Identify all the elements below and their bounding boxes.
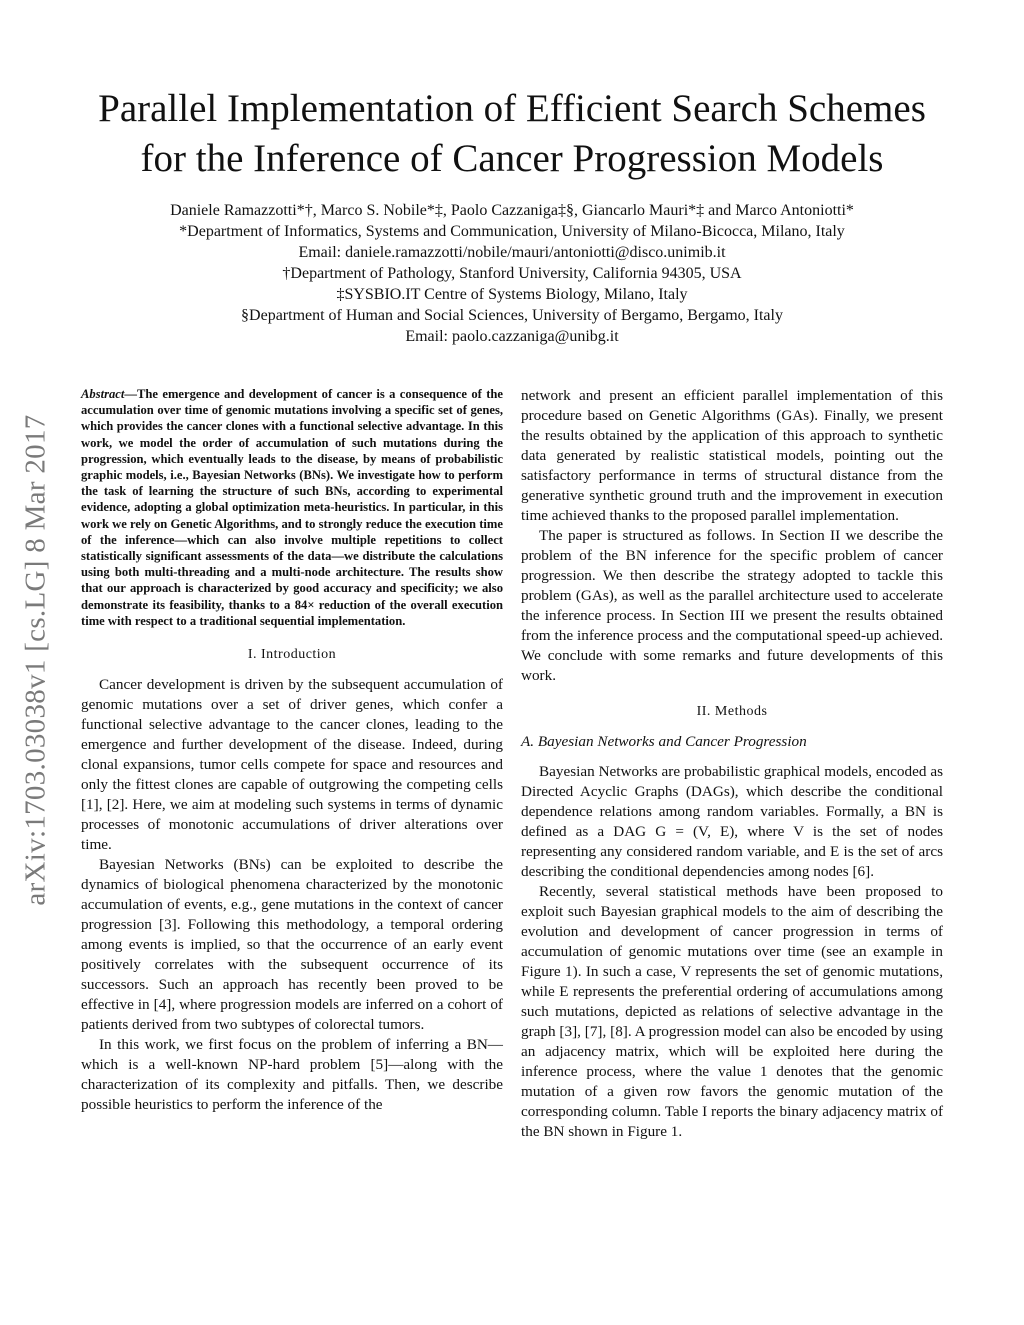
abstract-text: —The emergence and development of cancer is a consequence of the accumulation over time of genomic mutations involving a specific set of genes, which provides the cancer clones with a functional selective advantage. In this work, we model the order of accumulation of such mutations during the progression, which eventually leads to the disease, by means of probabilistic graphic models, i.e., Bayesian Networks (BNs). We investigate how to perform the task of learning the structure of such BNs, according to experimental evidence, adopting a global optimization meta-heuristics. In particular, in this work we rely on Genetic Algorithms, and to strongly reduce the execution time of the inference—which can also involve multiple repetitions to collect statistically significant assessments of the data—we distribute the calculations using both multi-threading and a multi-node architecture. The results show that our approach is characterized by good accuracy and specificity; we also demonstrate its feasibility, thanks to a 84× reduction of the overall execution time with respect to a traditional sequential implementation. (81, 387, 503, 628)
section-heading-methods: II. Methods (696, 704, 768, 719)
intro-paragraph-5: The paper is structured as follows. In Section II we describe the problem of the BN inference for the specific problem of cancer progression. We then describe the strategy adopted to tackle this problem (GAs), as well as the parallel architecture used to accelerate the inference process. In Section III we present the results obtained from the inference process and the computational speed-up achieved. We conclude with some remarks and future developments of this work. (521, 527, 943, 684)
author-list: Daniele Ramazzotti*†, Marco S. Nobile*‡, Paolo Cazzaniga‡§, Giancarlo Mauri*‡ and Marco Antoniotti* (170, 202, 854, 219)
right-column (521, 386, 943, 1142)
email-1: Email: daniele.ramazzotti/nobile/mauri/antoniotti@disco.unimib.it (298, 244, 726, 261)
abstract-lead: Abstract (81, 387, 125, 401)
intro-paragraph-2: Bayesian Networks (BNs) can be exploited to describe the dynamics of biological phenomena characterized by the monotonic accumulation of events, e.g., gene mutations in the context of cancer progression [3]. Following this methodology, a temporal ordering among events is implied, so that the occurrence of an early event positively correlates with the subsequent occurrence of its successors. Such an approach has recently been proved to be effective in [4], where progression models are inferred on a cohort of patients derived from two subtypes of colorectal tumors. (81, 856, 503, 1034)
intro-paragraph-1: Cancer development is driven by the subsequent accumulation of genomic mutations over a set of driver genes, which confer a functional selective advantage to the cancer clones, leading to the emergence and further development of the disease. Indeed, during clonal expansions, tumor cells compete for space and resources and only the fittest clones are capable of outgrowing the competing cells [1], [2]. Here, we aim at modeling such systems in terms of dynamic processes of monotonic accumulations of driver alterations over time. (81, 676, 503, 854)
abstract (81, 386, 503, 629)
intro-paragraph-4: network and present an efficient parallel implementation of this procedure based on Genetic Algorithms (GAs). Finally, we present the results obtained by the application of this approach to synthetic data generated by realistic statistical models, pointing out the satisfactory performance in terms of structural distance from the generative synthetic ground truth and the improvement in execution time achieved thanks to the proposed parallel implementation. (521, 387, 943, 524)
subsection-heading-a: A. Bayesian Networks and Cancer Progression (521, 733, 807, 750)
affiliation-1: *Department of Informatics, Systems and Communication, University of Milano-Bicocca, Milano, Italy (179, 223, 845, 240)
methods-paragraph-2: Recently, several statistical methods have been proposed to exploit such Bayesian graphical models to the aim of describing the evolution and development of cancer progression in terms of accumulation of genomic mutations over time (see an example in Figure 1). In such a case, V represents the set of genomic mutations, while E represents the preferential ordering of accumulations among such mutations, depicted as relations of selective advantage in the graph [3], [7], [8]. A progression model can also be encoded by using an adjacency matrix, which will be exploited here during the inference process, where the value 1 denotes that the genomic mutation of a given row favors the genomic mutation of the corresponding column. Table I reports the binary adjacency matrix of the BN shown in Figure 1. (521, 883, 943, 1140)
left-column (81, 386, 503, 1115)
arxiv-stamp (8, 360, 64, 960)
intro-paragraph-3: In this work, we first focus on the problem of inferring a BN—which is a well-known NP-hard problem [5]—along with the characterization of its complexity and pitfalls. Then, we describe possible heuristics to perform the inference of the (81, 1036, 503, 1114)
title-line-1: Parallel Implementation of Efficient Search Schemes (98, 87, 926, 130)
title-line-2: for the Inference of Cancer Progression Models (140, 137, 884, 180)
email-2: Email: paolo.cazzaniga@unibg.it (405, 328, 619, 345)
methods-paragraph-1: Bayesian Networks are probabilistic graphical models, encoded as Directed Acyclic Graphs (DAGs), which describe the conditional dependence relations among random variables. Formally, a BN is defined as a DAG G = (V, E), where V is the set of nodes representing any considered random variable, and E is the set of arcs describing the conditional dependencies among nodes [6]. (521, 763, 943, 880)
author-block (60, 200, 964, 347)
arxiv-stamp-text: arXiv:1703.03038v1 [cs.LG] 8 Mar 2017 (19, 414, 52, 906)
affiliation-2: †Department of Pathology, Stanford University, California 94305, USA (282, 265, 742, 282)
affiliation-4: §Department of Human and Social Sciences, University of Bergamo, Bergamo, Italy (241, 307, 783, 324)
affiliation-3: ‡SYSBIO.IT Centre of Systems Biology, Milano, Italy (336, 286, 688, 303)
section-heading-introduction: I. Introduction (247, 647, 337, 663)
paper-title (60, 84, 964, 184)
